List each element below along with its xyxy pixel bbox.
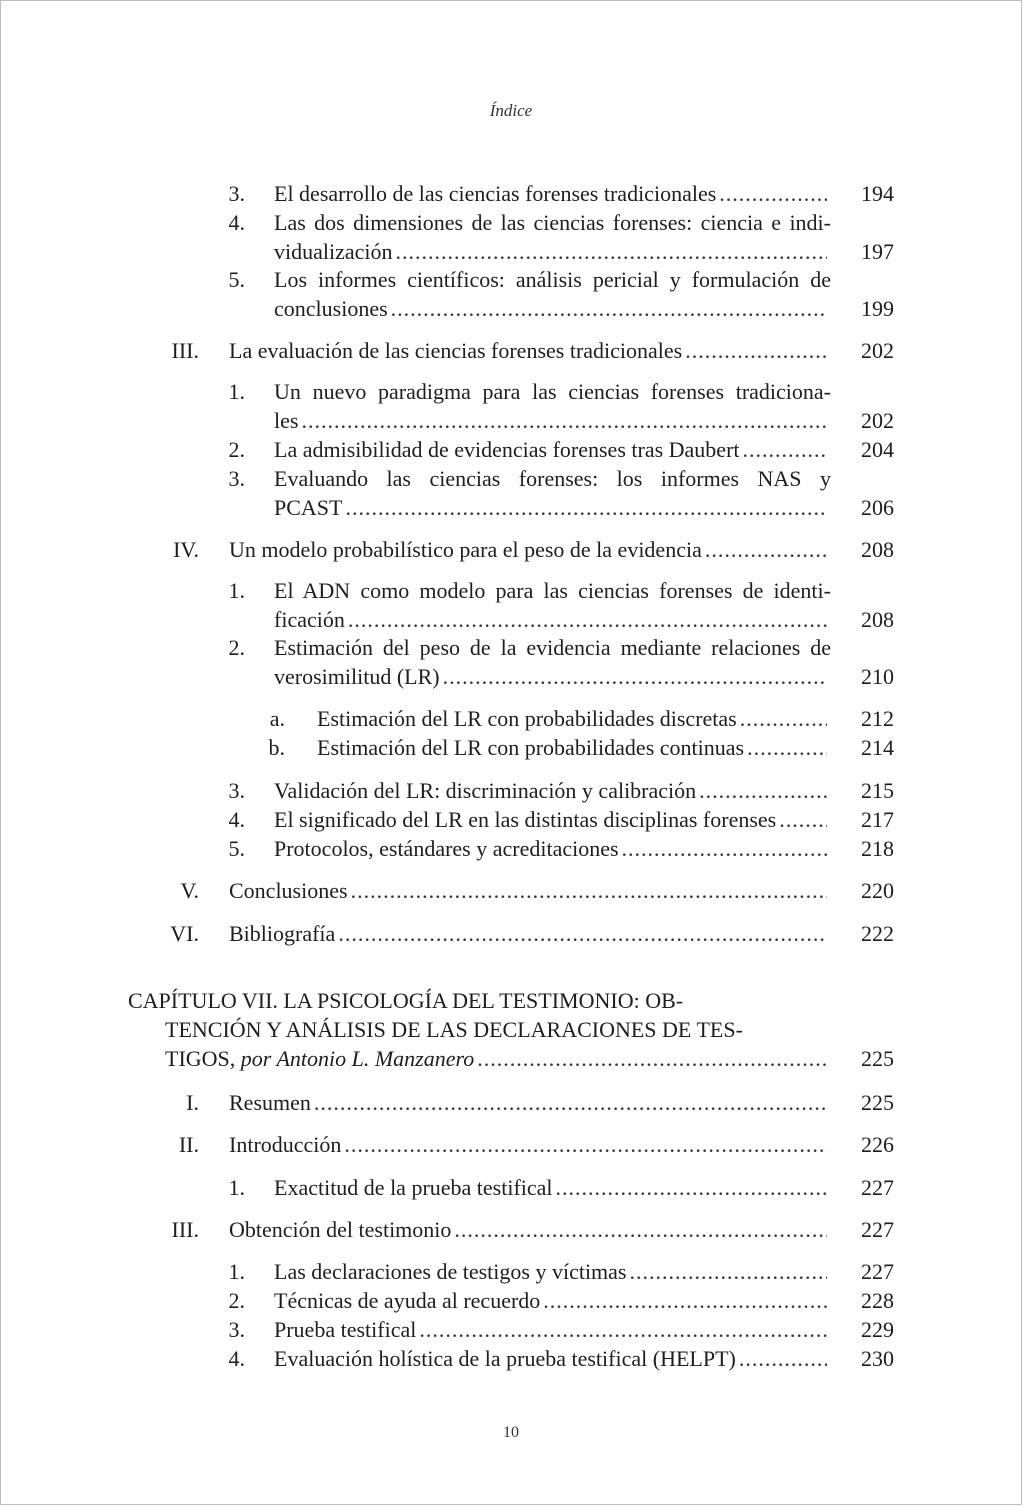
toc-entry-number: 1. bbox=[228, 1175, 245, 1200]
toc-entry-number: 4. bbox=[228, 1346, 245, 1371]
toc-entry-title: conclusiones bbox=[274, 296, 388, 321]
toc-entry-page: 212 bbox=[861, 706, 894, 731]
toc-entry-number: 2. bbox=[228, 1288, 245, 1313]
toc-entry-number: 4. bbox=[228, 807, 245, 832]
toc-entry-number: b. bbox=[268, 735, 285, 760]
toc-entry-page: 217 bbox=[861, 807, 894, 832]
toc-entry-number: VI. bbox=[170, 921, 199, 946]
toc-entry-title: Introducción bbox=[229, 1132, 342, 1157]
dot-leader bbox=[348, 605, 827, 634]
toc-entry-page: 210 bbox=[861, 664, 894, 689]
toc-entry-page: 199 bbox=[861, 296, 894, 321]
toc-entry-title: Resumen bbox=[229, 1090, 311, 1115]
dot-leader bbox=[301, 406, 827, 435]
toc-entry-title: PCAST bbox=[274, 495, 343, 520]
toc-entry-number: III. bbox=[171, 338, 199, 363]
toc-entry-number: 3. bbox=[228, 181, 245, 206]
toc-entry-title: Protocolos, estándares y acreditaciones bbox=[274, 836, 619, 861]
dot-leader bbox=[351, 876, 827, 905]
page-number: 10 bbox=[503, 1424, 519, 1441]
toc-entry-number: 3. bbox=[228, 1317, 245, 1342]
toc-entry-title: Estimación del LR con probabilidades discretas bbox=[317, 706, 737, 731]
toc-entry-number: I. bbox=[186, 1090, 199, 1115]
toc-entry-number: II. bbox=[178, 1132, 199, 1157]
dot-leader bbox=[419, 1315, 827, 1344]
toc-entry-page: 228 bbox=[861, 1288, 894, 1313]
toc-entry-page: 204 bbox=[861, 437, 894, 462]
chapter-heading bbox=[128, 986, 831, 1073]
toc-entry-number: 2. bbox=[228, 437, 245, 462]
dot-leader bbox=[338, 919, 827, 948]
toc-entry-title: La evaluación de las ciencias forenses tradicionales bbox=[229, 338, 683, 363]
toc-entry-title: Evaluación holística de la prueba testifical (HELPT) bbox=[274, 1346, 736, 1371]
toc-entry-title: La admisibilidad de evidencias forenses tras Daubert bbox=[274, 437, 740, 462]
chapter-author: por Antonio L. Manzanero bbox=[240, 1046, 475, 1071]
dot-leader bbox=[630, 1257, 828, 1286]
running-head: Índice bbox=[489, 101, 533, 120]
toc-entry-title: Bibliografía bbox=[229, 921, 336, 946]
toc-entry-page: 218 bbox=[861, 836, 894, 861]
toc-entry-page: 197 bbox=[861, 239, 894, 264]
chapter-heading-line-3 bbox=[128, 1044, 831, 1073]
toc-entry-title: Las declaraciones de testigos y víctimas bbox=[274, 1259, 627, 1284]
toc-entry-title: El desarrollo de las ciencias forenses tradicionales bbox=[274, 181, 717, 206]
toc-entry-title: Los informes científicos: análisis pericial y formulación de bbox=[274, 267, 831, 292]
chapter-page-number: 225 bbox=[861, 1046, 894, 1071]
toc-entry-page: 229 bbox=[861, 1317, 894, 1342]
chapter-heading-line-2: TENCIÓN Y ANÁLISIS DE LAS DECLARACIONES DE TES- bbox=[165, 1017, 743, 1042]
toc-entry-number: a. bbox=[269, 706, 285, 731]
toc-entry-number: 1. bbox=[228, 379, 245, 404]
toc-entry-title: les bbox=[274, 408, 299, 433]
toc-entry-page: 227 bbox=[861, 1175, 894, 1200]
toc-entry-page: 225 bbox=[861, 1090, 894, 1115]
toc-entry-title: Las dos dimensiones de las ciencias forenses: ciencia e indi- bbox=[274, 210, 831, 235]
toc-entry-number: IV. bbox=[173, 537, 199, 562]
toc-entry-title: Validación del LR: discriminación y calibración bbox=[274, 778, 697, 803]
toc-entry-title: El significado del LR en las distintas disciplinas forenses bbox=[274, 807, 777, 832]
dot-leader bbox=[454, 1215, 827, 1244]
toc-entry-number: 5. bbox=[228, 267, 245, 292]
dot-leader bbox=[719, 179, 827, 208]
toc-entry-page: 227 bbox=[861, 1217, 894, 1242]
dot-leader bbox=[622, 834, 827, 863]
toc-entry-title: Prueba testifical bbox=[274, 1317, 417, 1342]
toc-entry-page: 194 bbox=[861, 181, 894, 206]
toc-entry-number: 5. bbox=[228, 836, 245, 861]
toc-entry-page: 227 bbox=[861, 1259, 894, 1284]
toc-entry-title: ficación bbox=[274, 607, 345, 632]
chapter-heading-line-1: CAPÍTULO VII. LA PSICOLOGÍA DEL TESTIMONIO: OB- bbox=[128, 988, 684, 1013]
toc-entry-title: Estimación del peso de la evidencia mediante relaciones de bbox=[274, 635, 831, 660]
toc-entry-title: verosimilitud (LR) bbox=[274, 664, 440, 689]
toc-entry-page: 222 bbox=[861, 921, 894, 946]
dot-leader bbox=[699, 776, 827, 805]
toc-entry-title: Un modelo probabilístico para el peso de la evidencia bbox=[229, 537, 702, 562]
toc-entry-page: 215 bbox=[861, 778, 894, 803]
dot-leader bbox=[743, 435, 827, 464]
toc-entry-page: 214 bbox=[861, 735, 894, 760]
dot-leader bbox=[344, 1130, 827, 1159]
toc-entry-number: III. bbox=[171, 1217, 199, 1242]
toc-entry-title: Obtención del testimonio bbox=[229, 1217, 452, 1242]
toc-entry-page: 202 bbox=[861, 408, 894, 433]
toc-entry-page: 208 bbox=[861, 537, 894, 562]
toc-entry-page: 220 bbox=[861, 878, 894, 903]
toc-entry-title: vidualización bbox=[274, 239, 393, 264]
dot-leader bbox=[391, 294, 827, 323]
toc-entry-title: Evaluando las ciencias forenses: los informes NAS y bbox=[274, 466, 831, 491]
toc-entry-page: 230 bbox=[861, 1346, 894, 1371]
dot-leader bbox=[685, 336, 827, 365]
toc-entry-number: V. bbox=[180, 878, 199, 903]
toc-entry-page: 226 bbox=[861, 1132, 894, 1157]
toc-entry-number: 4. bbox=[228, 210, 245, 235]
dot-leader bbox=[739, 1344, 827, 1373]
dot-leader bbox=[705, 535, 827, 564]
toc-entry-title: Técnicas de ayuda al recuerdo bbox=[274, 1288, 541, 1313]
toc-entry-title: Exactitud de la prueba testifical bbox=[274, 1175, 553, 1200]
toc-entry-number: 3. bbox=[228, 466, 245, 491]
toc-entry-number: 1. bbox=[228, 1259, 245, 1284]
dot-leader bbox=[543, 1286, 827, 1315]
toc-entry-page: 206 bbox=[861, 495, 894, 520]
chapter-heading-prefix: TIGOS, bbox=[165, 1046, 241, 1071]
dot-leader bbox=[477, 1044, 827, 1073]
dot-leader bbox=[740, 704, 827, 733]
dot-leader bbox=[779, 805, 827, 834]
dot-leader bbox=[443, 662, 827, 691]
toc-entry-title: Estimación del LR con probabilidades continuas bbox=[317, 735, 745, 760]
toc-entry-title: Un nuevo paradigma para las ciencias forenses tradiciona- bbox=[274, 379, 831, 404]
toc-entry-number: 3. bbox=[228, 778, 245, 803]
toc-entry-title: Conclusiones bbox=[229, 878, 348, 903]
dot-leader bbox=[556, 1173, 827, 1202]
dot-leader bbox=[345, 493, 827, 522]
dot-leader bbox=[396, 237, 827, 266]
toc-entry-title: El ADN como modelo para las ciencias forenses de identi- bbox=[274, 578, 831, 603]
toc-entry-page: 202 bbox=[861, 338, 894, 363]
toc-entry-number: 2. bbox=[228, 635, 245, 660]
toc-entry-number: 1. bbox=[228, 578, 245, 603]
toc-entry-page: 208 bbox=[861, 607, 894, 632]
dot-leader bbox=[747, 733, 827, 762]
dot-leader bbox=[314, 1088, 827, 1117]
